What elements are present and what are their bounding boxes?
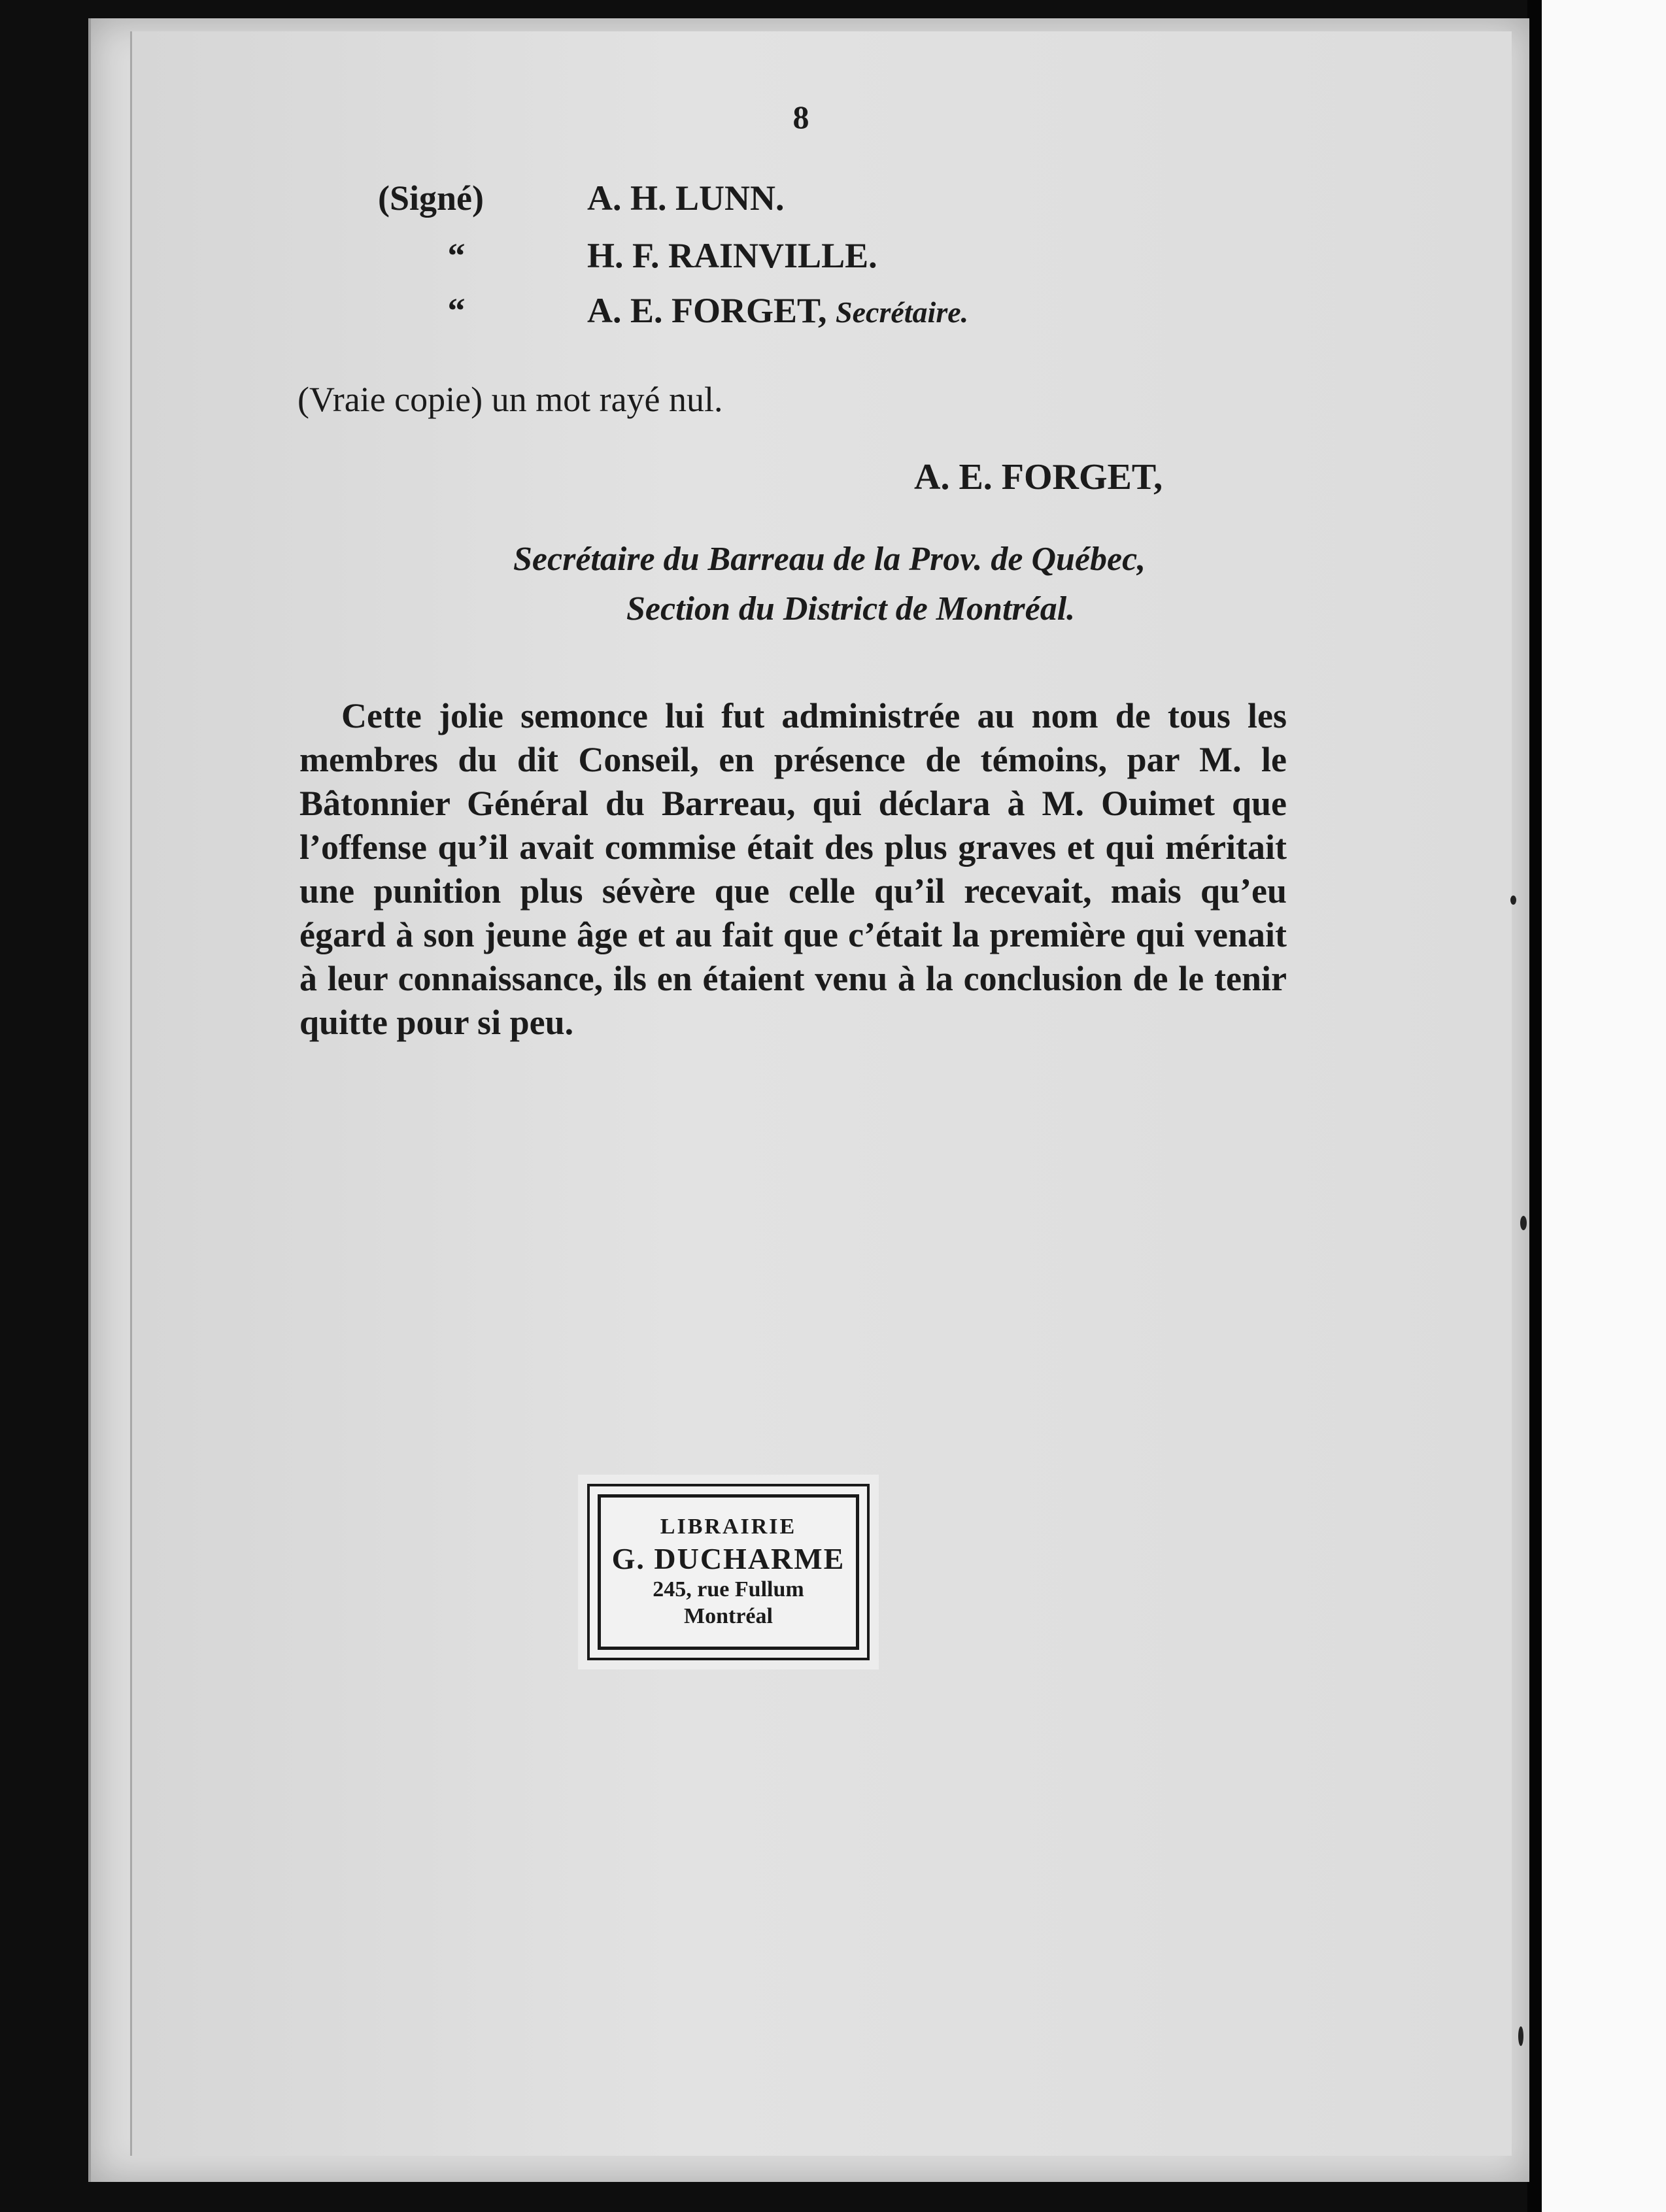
closing-title-line-2: Section du District de Montréal. xyxy=(626,590,1076,628)
signature-label: (Signé) xyxy=(378,178,484,218)
adjacent-page xyxy=(1542,0,1666,2212)
signature-name: A. H. LUNN. xyxy=(587,178,785,218)
signature-title: Secrétaire. xyxy=(836,295,969,329)
closing-signature-name: A. E. FORGET, xyxy=(914,457,1163,497)
signature-line-3 xyxy=(378,290,968,331)
stamp-line-4: Montréal xyxy=(684,1603,773,1628)
ditto-mark: “ xyxy=(447,236,466,275)
paragraph-text: Cette jolie semonce lui fut administrée au nom de tous les membres du dit Conseil, en présence de témoins, par M. le Bâtonnier Général du Barreau, qui déclara à M. Ouimet que l’offense qu’il avait commise était des plus graves et qui méritait une punition plus sévère que celle qu’il recevait, mais qu’eu égard à son jeune âge et au fait que c’était la première qui venait à leur connaissance, ils en étaient venu à la conclusion de le tenir quitte pour si peu. xyxy=(299,696,1287,1042)
signature-line-2 xyxy=(378,235,877,276)
stamp-line-3: 245, rue Fullum xyxy=(653,1577,804,1602)
true-copy-note: (Vraie copie) un mot rayé nul. xyxy=(298,380,723,419)
page-number: 8 xyxy=(792,99,809,135)
stamp-line-1: LIBRAIRIE xyxy=(660,1515,797,1539)
page-paper xyxy=(130,31,1512,2156)
bookseller-stamp xyxy=(587,1484,870,1660)
scan-speck xyxy=(1520,1216,1527,1230)
ditto-mark: “ xyxy=(447,291,466,330)
stamp-frame xyxy=(598,1494,859,1650)
closing-title-line-1: Secrétaire du Barreau de la Prov. de Québec, xyxy=(513,541,1146,578)
body-paragraph xyxy=(299,694,1287,1045)
page-sheet xyxy=(88,18,1529,2182)
stamp-line-2: G. DUCHARME xyxy=(611,1542,845,1575)
scan-speck xyxy=(1510,896,1516,905)
signature-line-1 xyxy=(378,178,785,218)
signature-name: A. E. FORGET, xyxy=(587,291,827,330)
signature-name: H. F. RAINVILLE. xyxy=(587,236,877,275)
adjacent-page-edge xyxy=(1527,0,1543,2212)
scan-speck xyxy=(1518,2026,1523,2046)
